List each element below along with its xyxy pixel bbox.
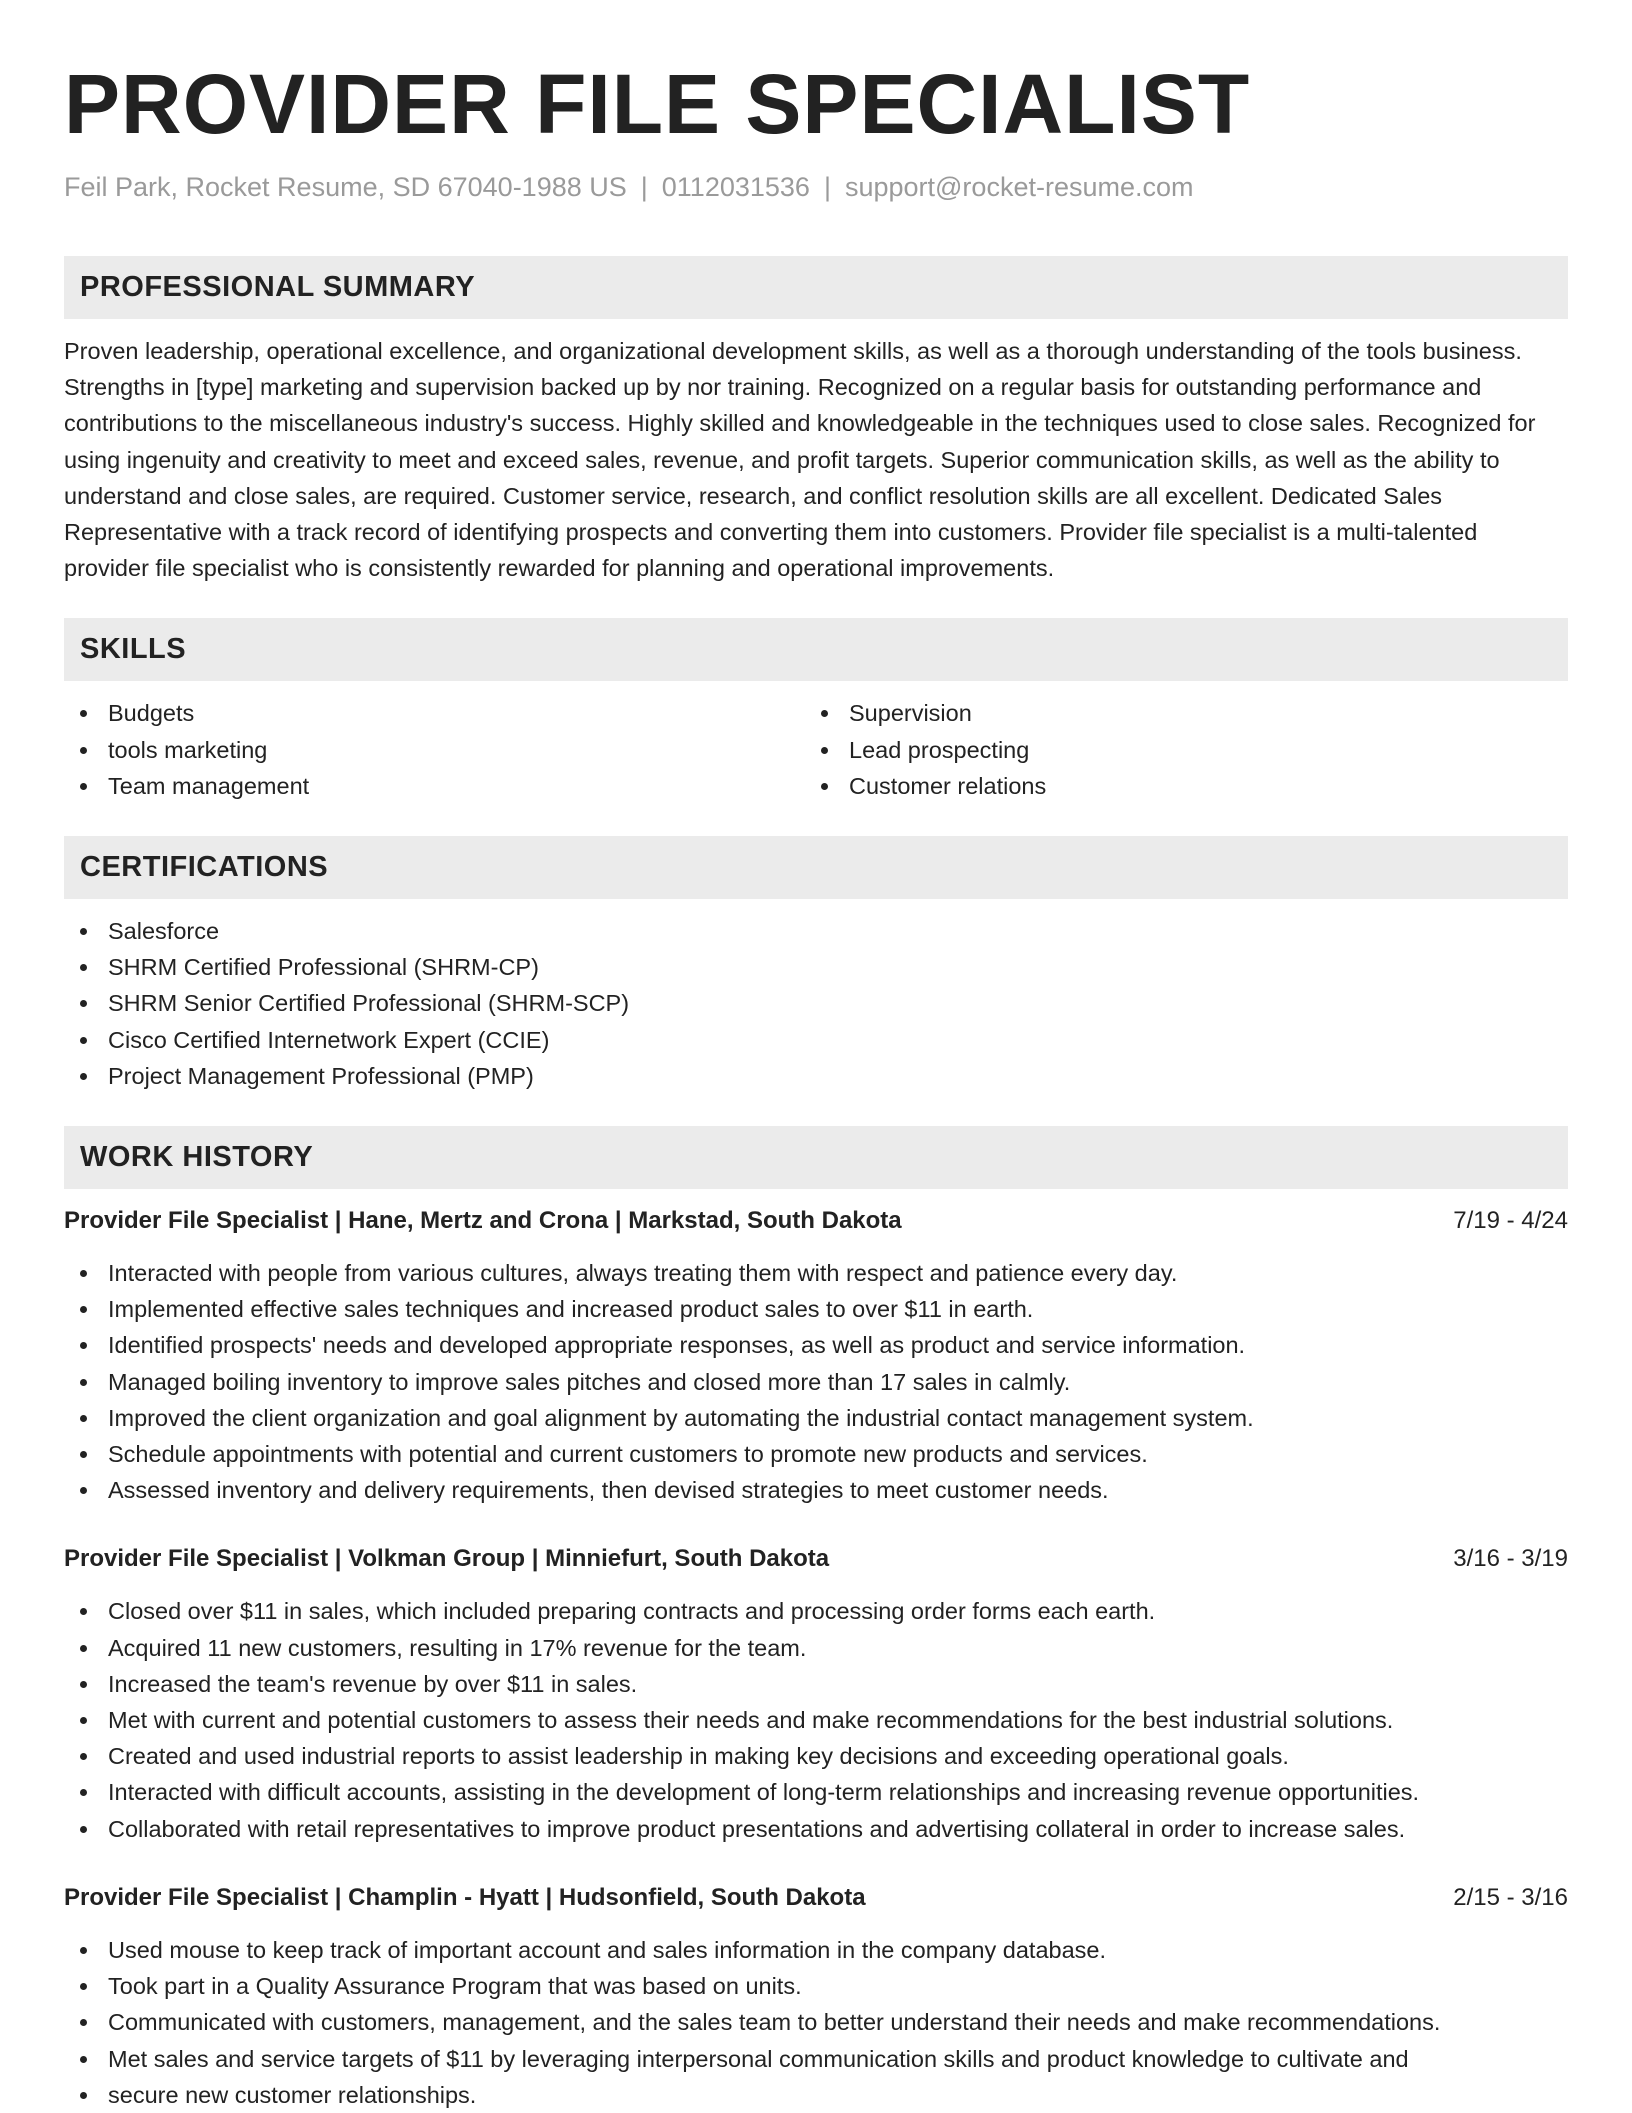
job-bullet: Implemented effective sales techniques and increased product sales to over $11 in earth. [64, 1291, 1568, 1327]
work-history-heading: WORK HISTORY [64, 1126, 1568, 1189]
job-bullets [64, 1255, 1568, 1508]
skills-heading: SKILLS [64, 618, 1568, 681]
job-bullet: Communicated with customers, management, and the sales team to better understand their needs and make recommendations. [64, 2004, 1568, 2040]
job-bullet: Identified prospects' needs and developed appropriate responses, as well as product and service information. [64, 1327, 1568, 1363]
job-bullets [64, 1932, 1568, 2113]
job-bullet: Used mouse to keep track of important account and sales information in the company database. [64, 1932, 1568, 1968]
job-bullet: Schedule appointments with potential and current customers to promote new products and services. [64, 1436, 1568, 1472]
job-header [64, 1880, 1568, 1916]
job-bullet: Managed boiling inventory to improve sales pitches and closed more than 17 sales in calmly. [64, 1364, 1568, 1400]
job-dates: 7/19 - 4/24 [1453, 1207, 1568, 1235]
skill-item: Supervision [805, 695, 1546, 731]
contact-separator: | [640, 172, 648, 202]
job-bullet: secure new customer relationships. [64, 2077, 1568, 2113]
summary-text: Proven leadership, operational excellence, and organizational development skills, as well as a thorough understanding of the tools business. Strengths in [type] marketing and supervision backed up by nor training. Recognized on a regular basis for outstanding performance and contributions to the miscellaneous industry's success. Highly skilled and knowledgeable in the techniques used to close sales. Recognized for using ingenuity and creativity to meet and exceed sales, revenue, and profit targets. Superior communication skills, as well as the ability to understand and close sales, are required. Customer service, research, and conflict resolution skills are all excellent. Dedicated Sales Representative with a track record of identifying prospects and converting them into customers. Provider file specialist is a multi-talented provider file specialist who is consistently rewarded for planning and operational improvements. [64, 338, 1536, 582]
job-bullet: Increased the team's revenue by over $11 in sales. [64, 1666, 1568, 1702]
certification-item: Project Management Professional (PMP) [64, 1058, 1568, 1094]
certification-item: Cisco Certified Internetwork Expert (CCIE) [64, 1022, 1568, 1058]
skill-item: tools marketing [64, 732, 805, 768]
job-bullet: Met sales and service targets of $11 by leveraging interpersonal communication skills and product knowledge to cultivate and [64, 2041, 1568, 2077]
job-bullet: Acquired 11 new customers, resulting in 17% revenue for the team. [64, 1630, 1568, 1666]
contact-phone: 0112031536 [661, 172, 810, 202]
contact-address: Feil Park, Rocket Resume, SD 67040-1988 US [64, 172, 627, 202]
skills-grid [64, 695, 1568, 804]
job-bullet: Took part in a Quality Assurance Program that was based on units. [64, 1968, 1568, 2004]
skill-item: Budgets [64, 695, 805, 731]
job-bullet: Created and used industrial reports to assist leadership in making key decisions and exceeding operational goals. [64, 1738, 1568, 1774]
skill-item: Customer relations [805, 768, 1546, 804]
contact-line [64, 170, 1568, 204]
job-header [64, 1203, 1568, 1239]
job-bullet: Assessed inventory and delivery requirements, then devised strategies to meet customer needs. [64, 1472, 1568, 1508]
skills-left-column [64, 695, 805, 804]
certifications-heading: CERTIFICATIONS [64, 836, 1568, 899]
job-bullet: Closed over $11 in sales, which included preparing contracts and processing order forms each earth. [64, 1593, 1568, 1629]
job-bullet: Interacted with difficult accounts, assisting in the development of long-term relationships and increasing revenue opportunities. [64, 1774, 1568, 1810]
job-header [64, 1541, 1568, 1577]
contact-separator: | [823, 172, 831, 202]
certification-item: SHRM Certified Professional (SHRM-CP) [64, 949, 1568, 985]
job-bullet: Met with current and potential customers to assess their needs and make recommendations for the best industrial solutions. [64, 1702, 1568, 1738]
certification-item: Salesforce [64, 913, 1568, 949]
skills-right-column [805, 695, 1546, 804]
job-bullets [64, 1593, 1568, 1846]
job-dates: 2/15 - 3/16 [1453, 1883, 1568, 1911]
job-dates: 3/16 - 3/19 [1453, 1545, 1568, 1573]
job-title: Provider File Specialist | Champlin - Hyatt | Hudsonfield, South Dakota [64, 1883, 866, 1911]
job-entry [64, 1880, 1568, 2113]
job-bullet: Improved the client organization and goal alignment by automating the industrial contact management system. [64, 1400, 1568, 1436]
job-title: Provider File Specialist | Hane, Mertz and Crona | Markstad, South Dakota [64, 1207, 902, 1235]
certifications-list [64, 913, 1568, 1094]
job-title: Provider File Specialist | Volkman Group | Minniefurt, South Dakota [64, 1545, 830, 1573]
contact-email[interactable]: support@rocket-resume.com [844, 172, 1194, 202]
summary-heading: PROFESSIONAL SUMMARY [64, 256, 1568, 319]
job-entry [64, 1203, 1568, 1508]
certification-item: SHRM Senior Certified Professional (SHRM-SCP) [64, 985, 1568, 1021]
job-bullet: Interacted with people from various cultures, always treating them with respect and patience every day. [64, 1255, 1568, 1291]
skill-item: Team management [64, 768, 805, 804]
job-bullet: Collaborated with retail representatives to improve product presentations and advertising collateral in order to increase sales. [64, 1811, 1568, 1847]
resume-name: PROVIDER FILE SPECIALIST [64, 57, 1251, 151]
job-entry [64, 1541, 1568, 1846]
skill-item: Lead prospecting [805, 732, 1546, 768]
